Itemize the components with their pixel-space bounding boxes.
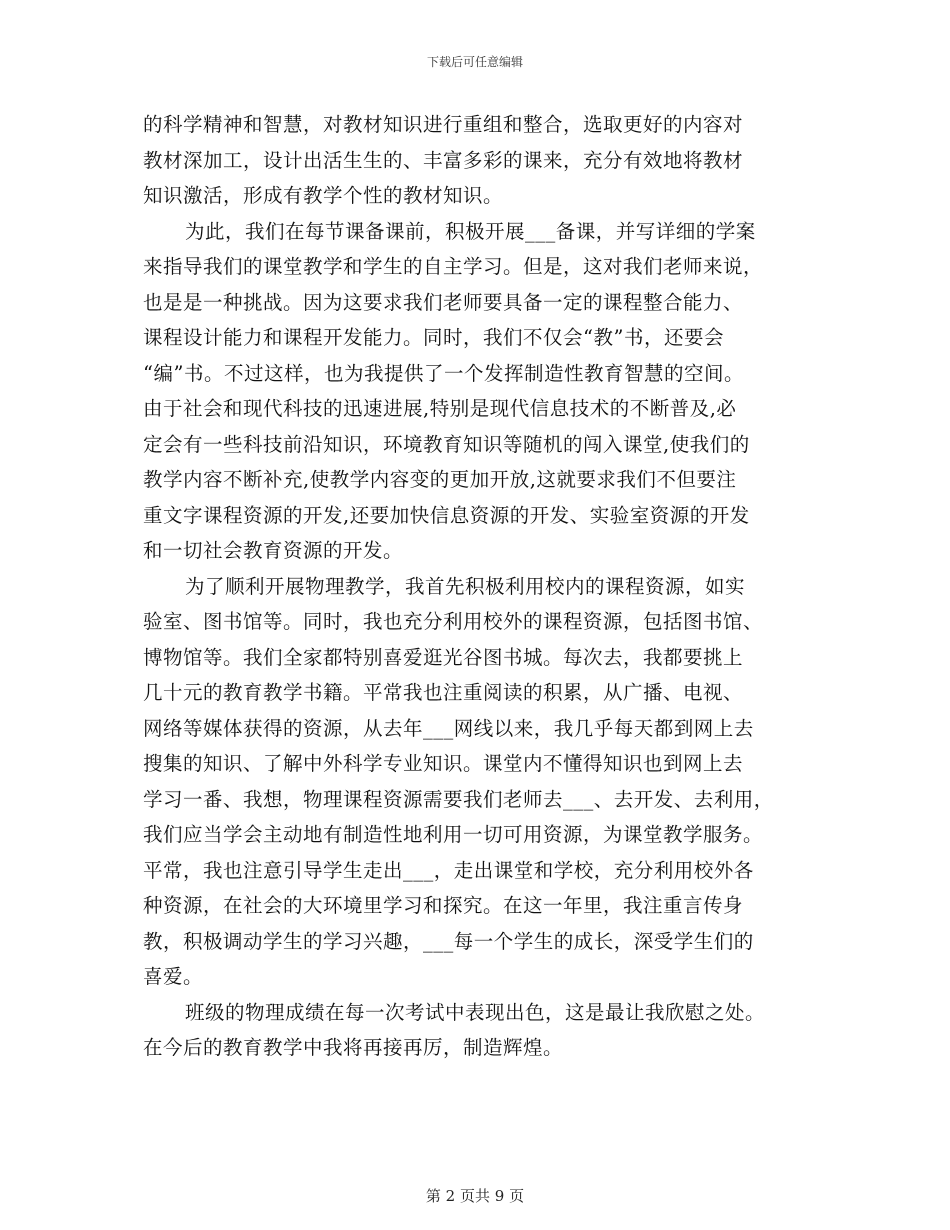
text-line: 教学内容不断补充,使教学内容变的更加开放,这就要求我们不但要注 bbox=[143, 468, 737, 491]
text-line: 种资源，在社会的大环境里学习和探究。在这一年里，我注重言传身 bbox=[143, 894, 744, 917]
text-line: 来指导我们的课堂教学和学生的自主学习。但是，这对我们老师来说， bbox=[143, 255, 764, 278]
paragraph-start-line: 班级的物理成绩在每一次考试中表现出色，这是最让我欣慰之处。 bbox=[185, 1000, 766, 1024]
text-line: 的科学精神和智慧，对教材知识进行重组和整合，选取更好的内容对 bbox=[143, 113, 744, 136]
text-line: 由于社会和现代科技的迅速进展,特别是现代信息技术的不断普及,必 bbox=[143, 397, 737, 420]
text-line: 验室、图书馆等。同时，我也充分利用校外的课程资源，包括图书馆、 bbox=[143, 610, 764, 633]
text-line: 网络等媒体获得的资源，从去年___网线以来，我几乎每天都到网上去 bbox=[143, 716, 754, 740]
text-line: 教材深加工，设计出活生生的、丰富多彩的课来，充分有效地将教材 bbox=[143, 148, 744, 172]
text-line: 知识激活，形成有教学个性的教材知识。 bbox=[143, 184, 504, 207]
document-body bbox=[143, 107, 813, 1066]
page-header: 下载后可任意编辑 bbox=[426, 55, 523, 69]
text-line: 我们应当学会主动地有制造性地利用一切可用资源，为课堂教学服务。 bbox=[143, 823, 764, 846]
text-line: 在今后的教育教学中我将再接再厉，制造辉煌。 bbox=[143, 1036, 564, 1059]
text-line: 定会有一些科技前沿知识，环境教育知识等随机的闯入课堂,使我们的 bbox=[143, 432, 750, 456]
text-line: “编”书。不过这样，也为我提供了一个发挥制造性教育智慧的空间。 bbox=[143, 361, 744, 385]
text-line: 搜集的知识、了解中外科学专业知识。课堂内不懂得知识也到网上去 bbox=[143, 752, 744, 775]
text-line: 也是是一种挑战。因为这要求我们老师要具备一定的课程整合能力、 bbox=[143, 290, 744, 314]
text-line: 博物馆等。我们全家都特别喜爱逛光谷图书城。每次去，我都要挑上 bbox=[143, 645, 744, 669]
text-line: 喜爱。 bbox=[143, 965, 204, 988]
text-line: 课程设计能力和课程开发能力。同时，我们不仅会“教”书，还要会 bbox=[143, 326, 724, 349]
text-line: 教，积极调动学生的学习兴趣，___每一个学生的成长，深受学生们的 bbox=[143, 929, 754, 953]
paragraph-start-line: 为此，我们在每节课备课前，积极开展___备课，并写详细的学案 bbox=[185, 219, 756, 243]
text-line: 学习一番、我想，物理课程资源需要我们老师去___、去开发、去利用， bbox=[143, 787, 774, 811]
text-line: 和一切社会教育资源的开发。 bbox=[143, 539, 404, 562]
text-line: 平常，我也注意引导学生走出___，走出课堂和学校，充分利用校外各 bbox=[143, 858, 754, 882]
page-number-footer: 第 2 页共 9 页 bbox=[425, 1187, 525, 1205]
text-line: 几十元的教育教学书籍。平常我也注重阅读的积累，从广播、电视、 bbox=[143, 681, 744, 704]
paragraph-start-line: 为了顺利开展物理教学，我首先积极利用校内的课程资源，如实 bbox=[185, 574, 746, 598]
text-line: 重文字课程资源的开发,还要加快信息资源的开发、实验室资源的开发 bbox=[143, 503, 750, 527]
